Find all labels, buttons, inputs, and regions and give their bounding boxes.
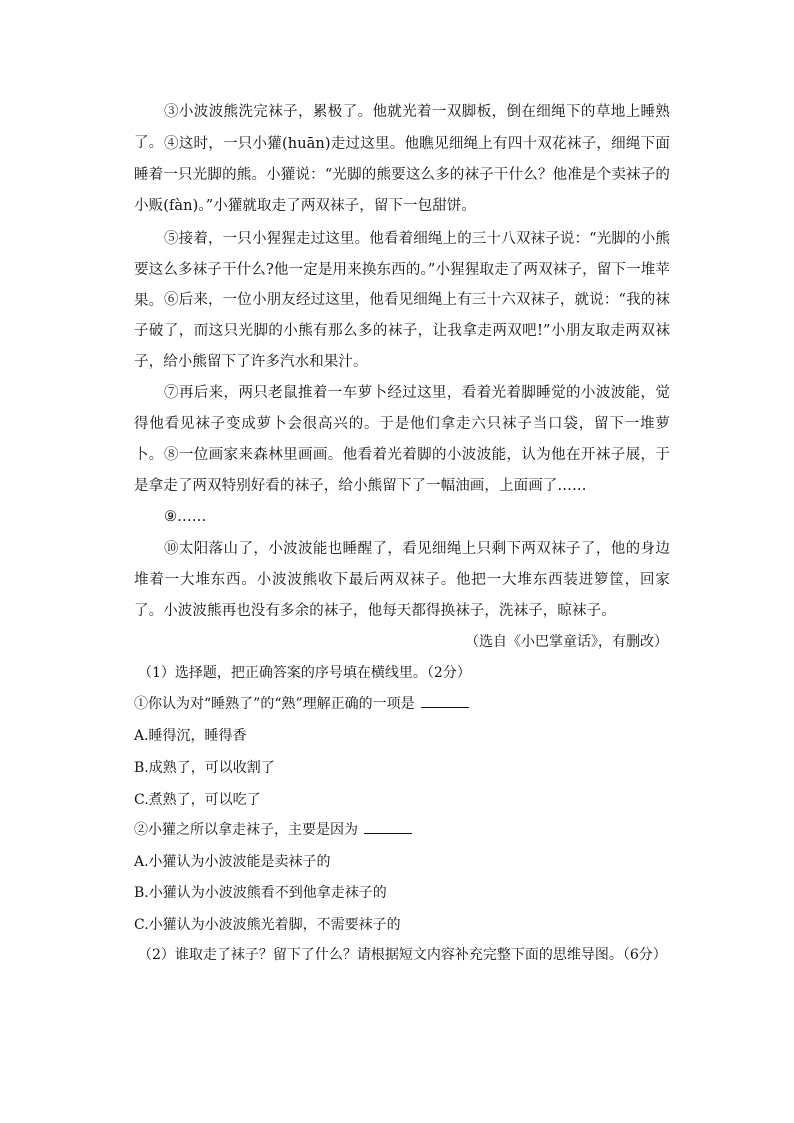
answer-blank-1a[interactable] [421,693,469,708]
question-1b-option-a: A.小獾认为小波波能是卖袜子的 [134,854,331,870]
story-paragraph-4: ④这时，一只小獾(huān)走过这里。他瞧见细绳上有四十双花袜子，细绳下面睡着一只光脚的熊。小獾说：“光脚的熊要这么多的袜子干什么？他准是个卖袜子的小贩(fàn)。”小獾就取走了两双袜子，留下一包甜饼。 [134,136,670,214]
question-1b-stem [134,819,674,841]
question-1b-option-c: C.小獾认为小波波熊光着脚，不需要袜子的 [134,917,401,933]
question-1a-text: ①你认为对“睡熟了”的“熟”理解正确的一项是 [134,696,415,712]
story-paragraph-7: ⑦再后来，两只老鼠推着一车萝卜经过这里，看着光着脚睡觉的小波波能，觉得他看见袜子变成萝卜会很高兴的。于是他们拿走六只袜子当口袋，留下一堆萝卜。 [134,385,670,463]
story-source: （选自《小巴掌童话》，有删改） [465,634,668,650]
story-paragraph-6: ⑥后来，一位小朋友经过这里，他看见细绳上有三十六双袜子，就说：“我的袜子破了，而这只光脚的小熊有那么多的袜子，让我拿走两双吧!”小朋友取走两双袜子，给小熊留下了许多汽水和果汁。 [134,292,670,370]
question-1-title: （1）选择题，把正确答案的序号填在横线里。（2分） [138,665,471,681]
story-paragraph-8: ⑧一位画家来森林里画画。他看着光着脚的小波波能，认为他在开袜子展，于是拿走了两双特别好看的袜子，给小熊留下了一幅油画，上面画了…… [134,447,670,494]
question-1b-text: ②小獾之所以拿走袜子，主要是因为 [134,822,358,838]
answer-blank-1b[interactable] [364,819,412,834]
story-paragraph-9: ⑨…… [164,509,207,525]
question-1a-option-a: A.睡得沉，睡得香 [134,728,247,744]
story-paragraph-5: ⑤接着，一只小猩猩走过这里。他看着细绳上的三十八双袜子说：“光脚的小熊要这么多袜子干什么?他一定是用来换东西的。”小猩猩取走了两双袜子，留下一堆苹果。 [134,231,670,309]
question-1a-option-c: C.煮熟了，可以吃了 [134,792,261,808]
story-paragraph-10: ⑩太阳落山了，小波波能也睡醒了，看见细绳上只剩下两双袜子了，他的身边堆着一大堆东西。小波波熊收下最后两双袜子。他把一大堆东西装进箩筐，回家了。小波波熊再也没有多余的袜子，他每天都得换袜子，洗袜子，晾袜子。 [134,541,670,619]
question-1b-option-b: B.小獾认为小波波熊看不到他拿走袜子的 [134,885,387,901]
question-2-title: （2）谁取走了袜子？留下了什么？请根据短文内容补充完整下面的思维导图。（6分） [138,947,667,963]
question-1a-stem [134,693,674,715]
story-paragraph-3: ③小波波熊洗完袜子，累极了。他就光着一双脚板，倒在细绳下的草地上睡熟了。 [134,104,670,151]
question-1a-option-b: B.成熟了，可以收割了 [134,760,275,776]
